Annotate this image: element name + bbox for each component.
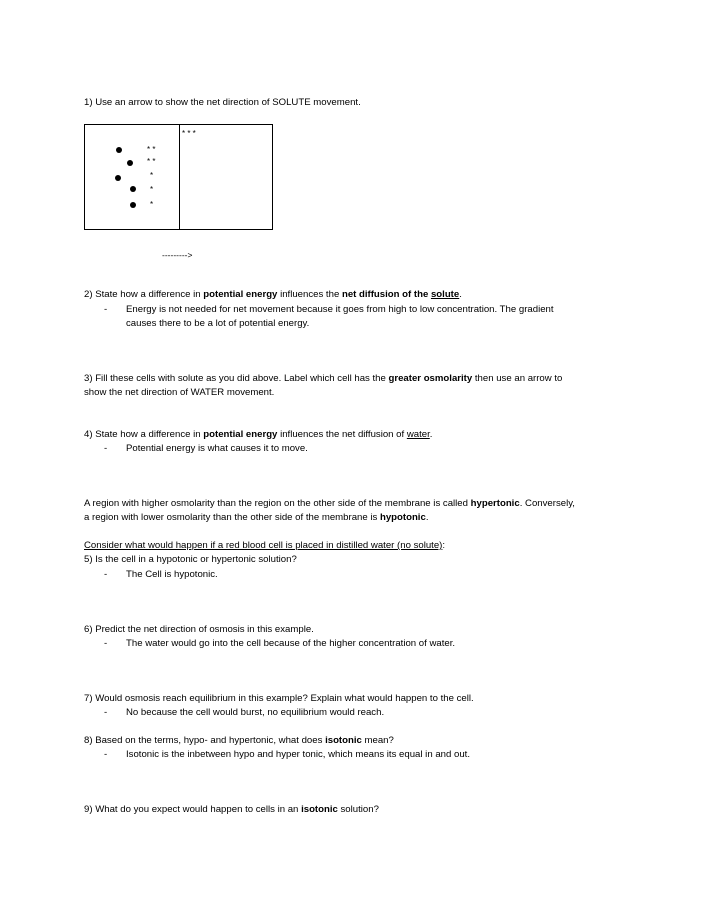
membrane-divider [179,125,180,229]
right-solute-stars: * * * [182,129,196,138]
answer-bullet: - [104,749,108,760]
tonicity-paragraph-line2 [84,511,428,525]
solute-stars: * * [147,145,156,154]
solute-dot [116,147,122,153]
question-2-text: influences the [277,289,342,300]
question-4-underlined: water [406,429,430,440]
question-9-text: 9) What do you expect would happen to cells in an [84,804,302,815]
paragraph-text: A region with higher osmolarity than the region on the other side of the membrane is called [84,498,471,509]
isotonic-term: isotonic [301,804,338,815]
solute-stars: * * [147,157,156,166]
answer-7: No because the cell would burst, no equilibrium would reach. [126,707,385,718]
answer-2-line2: causes there to be a lot of potential energy. [126,318,310,329]
paragraph-text: a region with lower osmolarity than the other side of the membrane is [84,512,380,523]
question-1-text: 1) Use an arrow to show the net direction of SOLUTE movement. [84,97,361,108]
question-3-line1 [84,372,562,386]
solute-stars: * [150,185,154,194]
tonicity-paragraph-line1 [84,497,575,511]
question-8-text: 8) Based on the terms, hypo- and hypertonic, what does [84,735,326,746]
answer-4: Potential energy is what causes it to move. [126,443,308,454]
question-2 [84,288,462,302]
direction-arrow: ---------> [162,250,193,260]
question-2-text: 2) State how a difference in [84,289,204,300]
question-4-text: . [429,429,433,440]
question-4-text: 4) State how a difference in [84,429,204,440]
question-8-text: mean? [361,735,394,746]
answer-5: The Cell is hypotonic. [126,569,218,580]
question-5: 5) Is the cell in a hypotonic or hypertonic solution? [84,554,297,565]
answer-bullet: - [104,638,108,649]
question-9 [84,803,379,817]
question-4-text: influences the net diffusion of [277,429,407,440]
scenario-underlined: Consider what would happen if a red blood cell is placed in distilled water (no solute) [84,540,443,551]
question-3-bold: greater osmolarity [388,373,473,384]
question-3-text: then use an arrow to [472,373,563,384]
question-2-bold: potential energy [203,289,278,300]
solute-dot [127,160,133,166]
question-7: 7) Would osmosis reach equilibrium in this example? Explain what would happen to the cell. [84,693,474,704]
answer-6: The water would go into the cell because of the higher concentration of water. [126,638,456,649]
isotonic-term: isotonic [325,735,362,746]
question-2-text: . [459,289,462,300]
scenario-heading [84,539,445,553]
solute-stars: * [150,171,154,180]
solute-dot [130,186,136,192]
question-8 [84,734,394,748]
answer-8: Isotonic is the inbetween hypo and hyper tonic, which means its equal in and out. [126,749,470,760]
answer-bullet: - [104,304,108,315]
question-1 [84,96,361,110]
solute-stars: * [150,200,154,209]
answer-bullet: - [104,707,108,718]
hypotonic-term: hypotonic [379,512,426,523]
question-4 [84,428,432,442]
paragraph-text: . [425,512,429,523]
question-4-bold: potential energy [203,429,278,440]
question-3-text: 3) Fill these cells with solute as you did above. Label which cell has the [84,373,389,384]
answer-2-line1: Energy is not needed for net movement because it goes from high to low concentration. The gradient [126,304,554,315]
solute-diagram [84,124,273,230]
question-6: 6) Predict the net direction of osmosis in this example. [84,624,314,635]
question-3-line2: show the net direction of WATER movement. [84,387,275,398]
answer-bullet: - [104,569,108,580]
question-2-bold: net diffusion of the [341,289,431,300]
solute-dot [115,175,121,181]
scenario-text: : [442,540,446,551]
paragraph-text: . Conversely, [519,498,575,509]
hypertonic-term: hypertonic [470,498,520,509]
question-9-text: solution? [337,804,379,815]
solute-dot [130,202,136,208]
answer-bullet: - [104,443,108,454]
question-2-underlined: solute [430,289,460,300]
